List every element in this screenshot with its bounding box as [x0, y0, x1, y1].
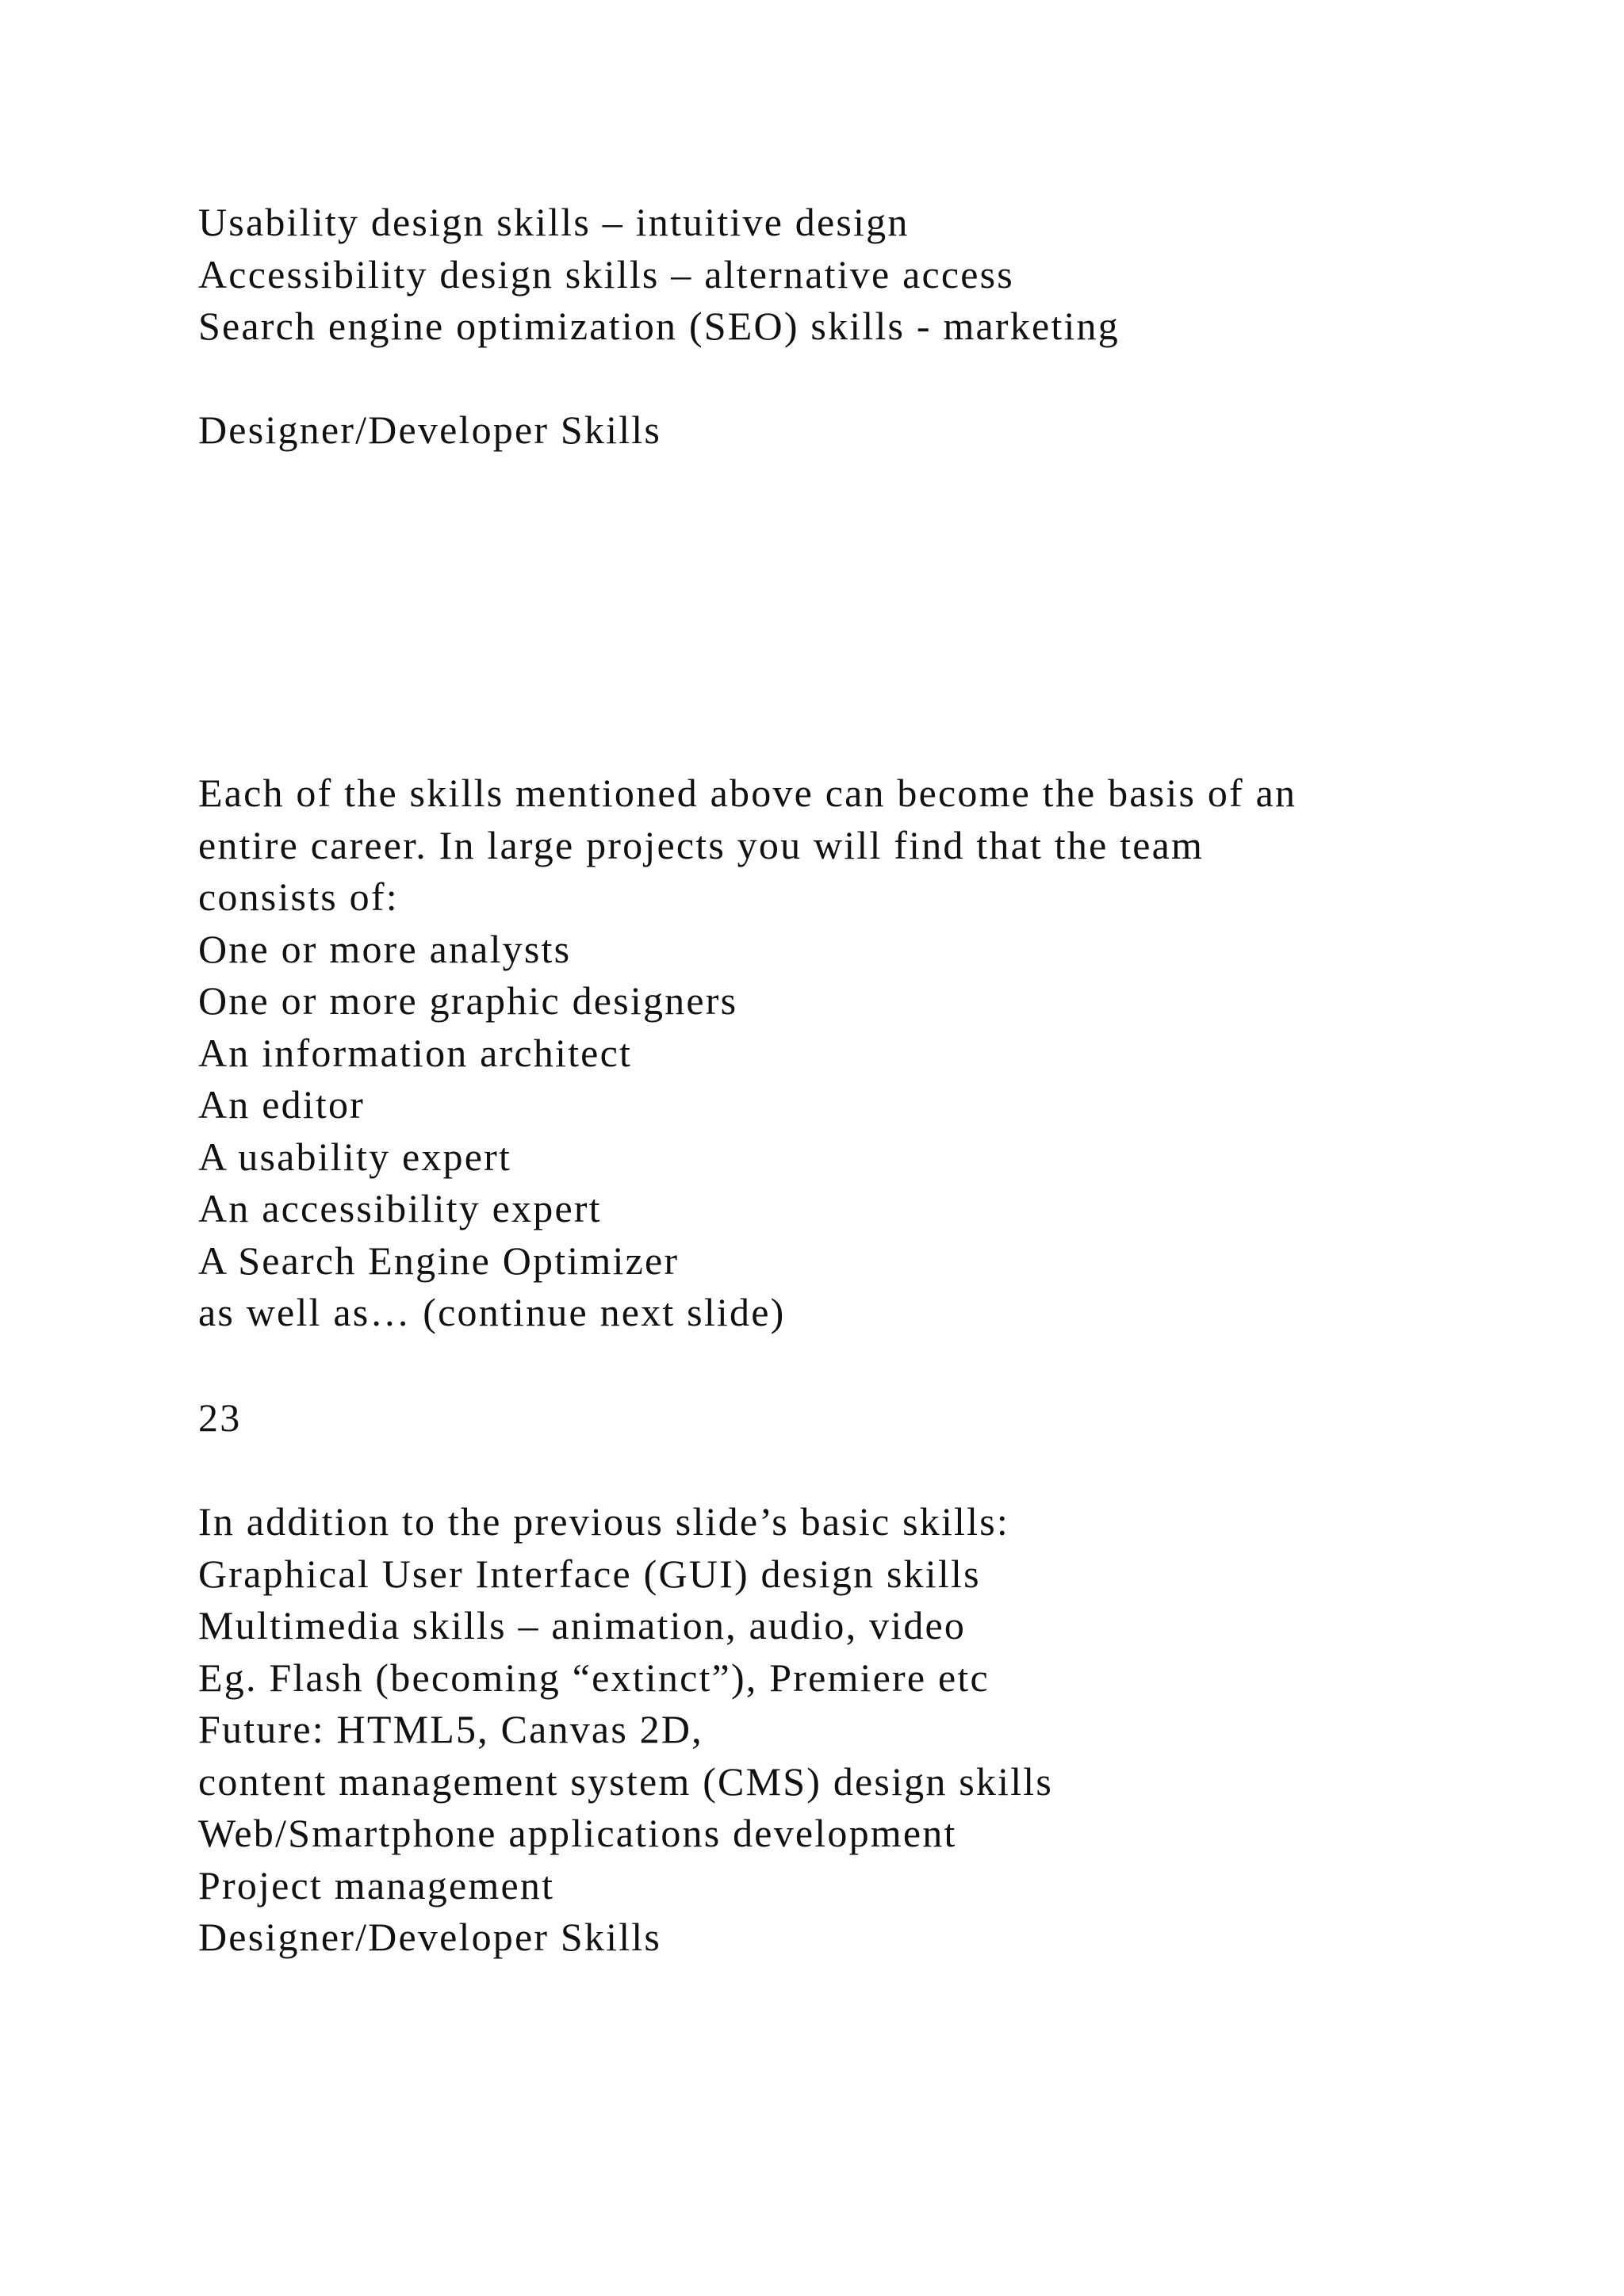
section-title	[198, 404, 1546, 457]
text-line: Multimedia skills – animation, audio, video	[198, 1603, 967, 1647]
text-line: as well as… (continue next slide)	[198, 1290, 786, 1334]
text-line: Future: HTML5, Canvas 2D,	[198, 1707, 703, 1751]
text-line: content management system (CMS) design skills	[198, 1758, 1054, 1804]
text-line: Usability design skills – intuitive design	[198, 200, 910, 244]
text-line: An information architect	[198, 1030, 633, 1075]
text-line: Designer/Developer Skills	[198, 408, 662, 452]
page-number-text: 23	[198, 1395, 242, 1440]
text-line: Search engine optimization (SEO) skills - marketing	[198, 304, 1120, 348]
text-line: entire career. In large projects you will find that the team	[198, 822, 1205, 867]
text-line: An editor	[198, 1082, 366, 1127]
text-line: Project management	[198, 1862, 555, 1908]
text-line: In addition to the previous slide’s basic skills:	[198, 1499, 1009, 1544]
team-description	[198, 767, 1546, 1339]
text-line: Web/Smartphone applications development	[198, 1811, 957, 1855]
text-line: A usability expert	[198, 1134, 512, 1179]
text-line: Designer/Developer Skills	[198, 1915, 662, 1959]
text-line: consists of:	[198, 874, 399, 919]
text-line: Graphical User Interface (GUI) design skills	[198, 1551, 981, 1596]
skills-list-top	[198, 197, 1546, 353]
text-line: Eg. Flash (becoming “extinct”), Premiere etc	[198, 1655, 990, 1700]
text-line: An accessibility expert	[198, 1186, 602, 1230]
page-number	[198, 1392, 1546, 1445]
text-line: Each of the skills mentioned above can become the basis of an	[198, 771, 1297, 815]
text-line: Accessibility design skills – alternative access	[198, 251, 1014, 297]
additional-skills-list	[198, 1496, 1546, 1964]
text-line: One or more graphic designers	[198, 978, 738, 1023]
text-line: A Search Engine Optimizer	[198, 1238, 680, 1283]
text-line: One or more analysts	[198, 926, 572, 971]
